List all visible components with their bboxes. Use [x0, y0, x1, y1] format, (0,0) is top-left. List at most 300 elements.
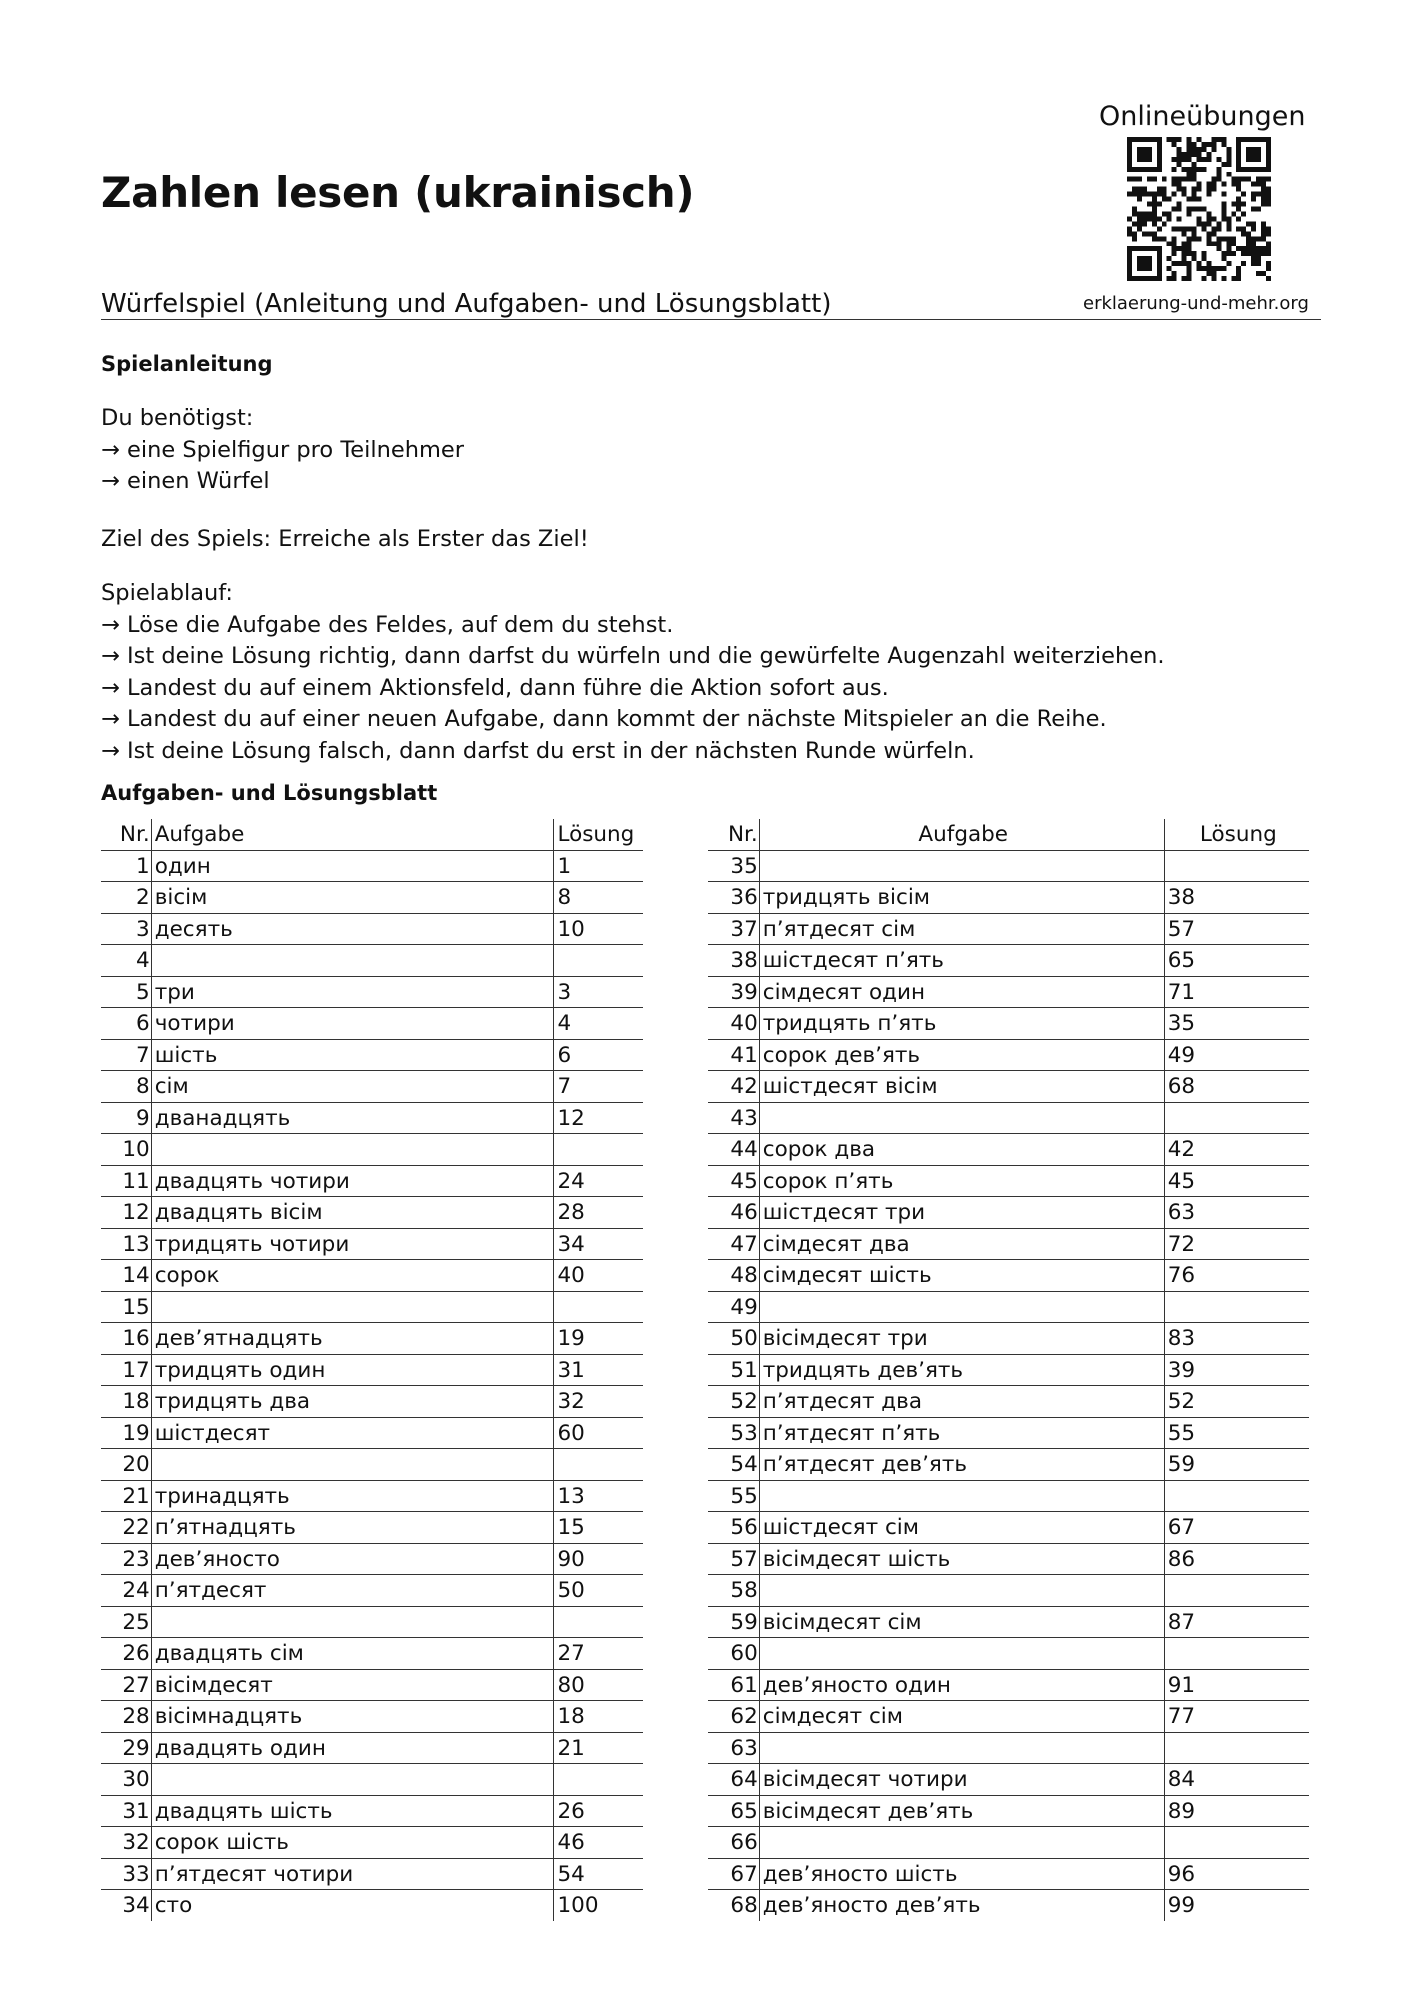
- table-row: [708, 1733, 1309, 1765]
- table-row: [101, 851, 643, 883]
- row-number: 30: [101, 1764, 152, 1795]
- row-solution: 86: [1167, 1546, 1196, 1572]
- row-solution: [554, 1134, 643, 1165]
- table-row: [101, 1355, 643, 1387]
- table-row: [708, 1418, 1309, 1450]
- row-task: двадцять шість: [152, 1796, 555, 1827]
- table-row: [101, 1512, 643, 1544]
- row-number: 47: [708, 1229, 760, 1260]
- row-solution: 80: [557, 1672, 585, 1698]
- row-solution: 90: [557, 1546, 585, 1572]
- row-solution: 46: [557, 1830, 585, 1855]
- table-row: [708, 1670, 1309, 1702]
- requirements-block: [101, 403, 464, 498]
- table-row: [101, 1166, 643, 1198]
- table-row: [101, 1544, 643, 1576]
- game-flow-block: [101, 578, 1165, 767]
- row-solution: 35: [1167, 1011, 1196, 1036]
- row-number: 22: [101, 1512, 152, 1543]
- table-row: [101, 1701, 643, 1733]
- row-solution: 18: [557, 1704, 585, 1729]
- table-row: [101, 1292, 643, 1324]
- row-task: тридцять два: [152, 1386, 555, 1417]
- tasks-table-right: [708, 819, 1309, 1921]
- table-row: [101, 1134, 643, 1166]
- row-number: 53: [708, 1418, 760, 1449]
- row-solution: 77: [1167, 1704, 1196, 1729]
- row-solution: 12: [557, 1105, 585, 1131]
- table-row: [708, 977, 1309, 1009]
- row-solution: 50: [557, 1578, 585, 1603]
- requirements-line: → eine Spielfigur pro Teilnehmer: [101, 436, 464, 463]
- table-row: [708, 1764, 1309, 1796]
- row-task: вісімдесят шість: [760, 1544, 1165, 1575]
- website-link[interactable]: erklaerung-und-mehr.org: [1083, 293, 1309, 314]
- table-row: [101, 1323, 643, 1355]
- row-number: 45: [708, 1166, 760, 1197]
- row-solution: 27: [557, 1641, 585, 1666]
- goal-text: Ziel des Spiels: Erreiche als Erster das Ziel!: [101, 526, 589, 552]
- row-solution: [1165, 1103, 1309, 1134]
- table-row: [708, 1071, 1309, 1103]
- row-task: [760, 1638, 1165, 1669]
- row-number: 7: [101, 1040, 152, 1071]
- table-row: [101, 1575, 643, 1607]
- row-solution: [554, 1449, 643, 1480]
- row-number: 68: [708, 1890, 760, 1921]
- row-solution: [1165, 1575, 1309, 1606]
- table-row: [101, 1008, 643, 1040]
- table-row: [708, 1134, 1309, 1166]
- header-divider: [101, 319, 1321, 320]
- row-task: шість: [152, 1040, 555, 1071]
- row-task: [152, 1292, 555, 1323]
- row-solution: [1165, 851, 1309, 882]
- row-task: шістдесят сім: [760, 1512, 1165, 1543]
- row-solution: 63: [1167, 1200, 1196, 1225]
- row-number: 12: [101, 1197, 152, 1228]
- row-task: сорок два: [760, 1134, 1165, 1165]
- flow-line: Spielablauf:: [101, 580, 233, 606]
- table-row: [101, 1386, 643, 1418]
- row-number: 58: [708, 1575, 760, 1606]
- page-title: Zahlen lesen (ukrainisch): [101, 168, 695, 217]
- row-solution: [554, 1292, 643, 1323]
- row-number: 40: [708, 1008, 760, 1039]
- qr-code-icon[interactable]: [1127, 137, 1271, 281]
- row-task: тридцять п’ять: [760, 1008, 1165, 1039]
- row-solution: 100: [557, 1893, 599, 1918]
- row-number: 43: [708, 1103, 760, 1134]
- flow-line: → Löse die Aufgabe des Feldes, auf dem du stehst.: [101, 611, 674, 638]
- table-row: [708, 1449, 1309, 1481]
- table-row: [101, 1481, 643, 1513]
- row-task: сорок: [152, 1260, 555, 1291]
- row-task: дев’яносто шість: [760, 1859, 1165, 1890]
- table-row: [101, 945, 643, 977]
- table-row: [101, 1449, 643, 1481]
- row-number: 36: [708, 882, 760, 913]
- requirements-line: Du benötigst:: [101, 405, 254, 431]
- row-number: 49: [708, 1292, 760, 1323]
- row-solution: 39: [1167, 1357, 1196, 1383]
- row-solution: 32: [557, 1389, 585, 1414]
- row-task: дев’ятнадцять: [152, 1323, 555, 1354]
- row-solution: [1165, 1292, 1309, 1323]
- row-number: 15: [101, 1292, 152, 1323]
- row-number: 33: [101, 1859, 152, 1890]
- row-number: 63: [708, 1733, 760, 1764]
- row-solution: 91: [1167, 1672, 1196, 1698]
- row-solution: [1165, 1827, 1309, 1858]
- row-number: 10: [101, 1134, 152, 1165]
- row-number: 35: [708, 851, 760, 882]
- sheet-heading: Aufgaben- und Lösungsblatt: [101, 781, 438, 805]
- table-row: [708, 1197, 1309, 1229]
- flow-line: → Ist deine Lösung falsch, dann darfst du erst in der nächsten Runde würfeln.: [101, 737, 975, 764]
- row-solution: 60: [557, 1420, 585, 1446]
- row-number: 57: [708, 1544, 760, 1575]
- row-task: шістдесят п’ять: [760, 945, 1165, 976]
- row-number: 44: [708, 1134, 760, 1165]
- row-number: 21: [101, 1481, 152, 1512]
- row-task: [760, 1733, 1165, 1764]
- row-task: шістдесят вісім: [760, 1071, 1165, 1102]
- row-number: 62: [708, 1701, 760, 1732]
- row-task: тридцять вісім: [760, 882, 1165, 913]
- row-task: сорок дев’ять: [760, 1040, 1165, 1071]
- row-task: тридцять один: [152, 1355, 555, 1386]
- table-row: [708, 1323, 1309, 1355]
- row-number: 46: [708, 1197, 760, 1228]
- row-solution: 6: [557, 1042, 572, 1068]
- row-task: сорок шість: [152, 1827, 555, 1858]
- flow-line: → Landest du auf einem Aktionsfeld, dann führe die Aktion sofort aus.: [101, 674, 889, 701]
- header-task: Aufgabe: [152, 819, 555, 850]
- row-task: чотири: [152, 1008, 555, 1039]
- row-solution: [1165, 1733, 1309, 1764]
- row-number: 28: [101, 1701, 152, 1732]
- row-task: сімдесят сім: [760, 1701, 1165, 1732]
- row-number: 41: [708, 1040, 760, 1071]
- row-task: три: [152, 977, 555, 1008]
- row-task: дванадцять: [152, 1103, 555, 1134]
- row-solution: 67: [1167, 1515, 1196, 1540]
- table-row: [708, 1544, 1309, 1576]
- table-row: [101, 1607, 643, 1639]
- row-task: [152, 1607, 555, 1638]
- row-solution: 21: [557, 1735, 585, 1761]
- table-row: [708, 1890, 1309, 1921]
- row-solution: 28: [557, 1200, 585, 1225]
- row-solution: 57: [1167, 916, 1196, 942]
- row-solution: [554, 1764, 643, 1795]
- table-header: [708, 819, 1309, 851]
- table-row: [101, 1733, 643, 1765]
- table-row: [101, 1859, 643, 1891]
- row-number: 3: [101, 914, 152, 945]
- row-number: 4: [101, 945, 152, 976]
- table-row: [101, 1040, 643, 1072]
- row-number: 56: [708, 1512, 760, 1543]
- row-task: дев’яносто: [152, 1544, 555, 1575]
- row-number: 14: [101, 1260, 152, 1291]
- row-number: 48: [708, 1260, 760, 1291]
- row-solution: 1: [557, 853, 572, 879]
- row-solution: 59: [1167, 1452, 1196, 1477]
- row-task: [152, 945, 555, 976]
- row-number: 11: [101, 1166, 152, 1197]
- table-row: [708, 882, 1309, 914]
- row-number: 29: [101, 1733, 152, 1764]
- table-row: [101, 1764, 643, 1796]
- table-row: [708, 1481, 1309, 1513]
- row-task: вісімдесят сім: [760, 1607, 1165, 1638]
- row-task: [760, 1575, 1165, 1606]
- table-row: [708, 945, 1309, 977]
- header-task: Aufgabe: [760, 819, 1165, 850]
- row-task: п’ятдесят два: [760, 1386, 1165, 1417]
- table-row: [101, 1670, 643, 1702]
- row-solution: 38: [1167, 885, 1196, 910]
- row-number: 16: [101, 1323, 152, 1354]
- row-task: п’ятдесят сім: [760, 914, 1165, 945]
- row-solution: 55: [1167, 1420, 1196, 1446]
- table-row: [708, 1229, 1309, 1261]
- table-row: [708, 914, 1309, 946]
- table-row: [101, 1103, 643, 1135]
- row-solution: 19: [557, 1326, 585, 1351]
- row-solution: [554, 1607, 643, 1638]
- table-row: [101, 914, 643, 946]
- row-number: 17: [101, 1355, 152, 1386]
- table-row: [101, 1890, 643, 1921]
- row-solution: 13: [557, 1483, 585, 1509]
- row-number: 25: [101, 1607, 152, 1638]
- table-row: [708, 1166, 1309, 1198]
- row-solution: [1165, 1481, 1309, 1512]
- row-task: [152, 1764, 555, 1795]
- row-solution: 52: [1167, 1389, 1196, 1414]
- row-number: 37: [708, 914, 760, 945]
- row-number: 32: [101, 1827, 152, 1858]
- table-row: [101, 1796, 643, 1828]
- row-number: 51: [708, 1355, 760, 1386]
- table-row: [708, 1103, 1309, 1135]
- row-number: 8: [101, 1071, 152, 1102]
- row-number: 64: [708, 1764, 760, 1795]
- row-task: вісім: [152, 882, 555, 913]
- table-row: [101, 1638, 643, 1670]
- row-solution: 68: [1167, 1074, 1196, 1099]
- row-solution: 8: [557, 885, 572, 910]
- row-number: 65: [708, 1796, 760, 1827]
- table-row: [101, 977, 643, 1009]
- row-task: тридцять чотири: [152, 1229, 555, 1260]
- row-number: 18: [101, 1386, 152, 1417]
- row-solution: 84: [1167, 1767, 1196, 1792]
- row-task: [152, 1134, 555, 1165]
- row-solution: 31: [557, 1357, 585, 1383]
- row-number: 24: [101, 1575, 152, 1606]
- row-solution: 99: [1167, 1893, 1196, 1918]
- row-task: один: [152, 851, 555, 882]
- row-task: п’ятдесят: [152, 1575, 555, 1606]
- row-solution: [554, 945, 643, 976]
- header-nr: Nr.: [708, 819, 760, 850]
- row-task: двадцять чотири: [152, 1166, 555, 1197]
- table-row: [708, 1701, 1309, 1733]
- requirements-line: → einen Würfel: [101, 468, 270, 494]
- table-row: [708, 1575, 1309, 1607]
- table-row: [708, 1040, 1309, 1072]
- row-number: 23: [101, 1544, 152, 1575]
- row-solution: 71: [1167, 979, 1196, 1005]
- row-solution: 89: [1167, 1798, 1196, 1824]
- table-row: [708, 1355, 1309, 1387]
- row-number: 55: [708, 1481, 760, 1512]
- row-solution: 45: [1167, 1168, 1196, 1194]
- row-task: шістдесят: [152, 1418, 555, 1449]
- flow-line: → Landest du auf einer neuen Aufgabe, dann kommt der nächste Mitspieler an die Reihe.: [101, 706, 1107, 732]
- row-task: п’ятдесят п’ять: [760, 1418, 1165, 1449]
- flow-line: → Ist deine Lösung richtig, dann darfst du würfeln und die gewürfelte Augenzahl weiterziehen.: [101, 643, 1165, 669]
- row-number: 59: [708, 1607, 760, 1638]
- table-row: [708, 1607, 1309, 1639]
- row-solution: 65: [1167, 948, 1196, 973]
- row-task: [760, 851, 1165, 882]
- table-row: [101, 882, 643, 914]
- row-solution: 10: [557, 916, 585, 942]
- table-row: [708, 1386, 1309, 1418]
- row-number: 19: [101, 1418, 152, 1449]
- row-solution: 54: [557, 1861, 585, 1887]
- row-solution: 4: [557, 1011, 572, 1036]
- row-task: п’ятнадцять: [152, 1512, 555, 1543]
- row-number: 39: [708, 977, 760, 1008]
- row-solution: 34: [557, 1231, 585, 1257]
- row-task: дев’яносто один: [760, 1670, 1165, 1701]
- row-solution: [1165, 1638, 1309, 1669]
- row-solution: 24: [557, 1168, 585, 1194]
- row-task: вісімдесят чотири: [760, 1764, 1165, 1795]
- row-number: 13: [101, 1229, 152, 1260]
- row-solution: 72: [1167, 1231, 1196, 1257]
- row-task: двадцять один: [152, 1733, 555, 1764]
- row-task: [760, 1292, 1165, 1323]
- row-solution: 3: [557, 979, 572, 1005]
- row-solution: 87: [1167, 1609, 1196, 1635]
- table-row: [101, 1827, 643, 1859]
- row-task: п’ятдесят дев’ять: [760, 1449, 1165, 1480]
- row-number: 9: [101, 1103, 152, 1134]
- row-solution: 83: [1167, 1326, 1196, 1351]
- table-row: [708, 1512, 1309, 1544]
- row-number: 50: [708, 1323, 760, 1354]
- header-solution: Lösung: [557, 822, 635, 847]
- row-solution: 26: [557, 1798, 585, 1824]
- row-number: 20: [101, 1449, 152, 1480]
- table-row: [708, 1796, 1309, 1828]
- page-subtitle: Würfelspiel (Anleitung und Aufgaben- und Lösungsblatt): [101, 289, 832, 319]
- table-row: [708, 1827, 1309, 1859]
- row-task: сім: [152, 1071, 555, 1102]
- table-header: [101, 819, 643, 851]
- row-solution: 76: [1167, 1263, 1196, 1288]
- row-task: [760, 1481, 1165, 1512]
- row-task: сто: [152, 1890, 555, 1921]
- row-number: 38: [708, 945, 760, 976]
- row-number: 2: [101, 882, 152, 913]
- row-task: десять: [152, 914, 555, 945]
- row-number: 5: [101, 977, 152, 1008]
- table-row: [101, 1071, 643, 1103]
- table-row: [708, 1260, 1309, 1292]
- row-task: [152, 1449, 555, 1480]
- row-number: 27: [101, 1670, 152, 1701]
- table-row: [101, 1197, 643, 1229]
- row-number: 34: [101, 1890, 152, 1921]
- table-row: [708, 1638, 1309, 1670]
- tasks-table-left: [101, 819, 643, 1921]
- row-solution: 49: [1167, 1042, 1196, 1068]
- row-task: вісімдесят три: [760, 1323, 1165, 1354]
- table-row: [101, 1418, 643, 1450]
- goal-block: [101, 524, 589, 556]
- row-solution: 96: [1167, 1861, 1196, 1887]
- table-row: [708, 1008, 1309, 1040]
- row-task: двадцять вісім: [152, 1197, 555, 1228]
- row-task: тридцять дев’ять: [760, 1355, 1165, 1386]
- row-number: 52: [708, 1386, 760, 1417]
- row-task: п’ятдесят чотири: [152, 1859, 555, 1890]
- row-task: вісімнадцять: [152, 1701, 555, 1732]
- header-solution: Lösung: [1199, 822, 1277, 847]
- row-task: [760, 1827, 1165, 1858]
- row-number: 67: [708, 1859, 760, 1890]
- row-solution: 40: [557, 1263, 585, 1288]
- row-number: 6: [101, 1008, 152, 1039]
- row-solution: 42: [1167, 1137, 1196, 1162]
- row-task: сімдесят один: [760, 977, 1165, 1008]
- table-row: [101, 1260, 643, 1292]
- row-task: вісімдесят: [152, 1670, 555, 1701]
- table-row: [708, 851, 1309, 883]
- row-task: сорок п’ять: [760, 1166, 1165, 1197]
- row-number: 66: [708, 1827, 760, 1858]
- table-row: [708, 1292, 1309, 1324]
- row-number: 54: [708, 1449, 760, 1480]
- row-task: тринадцять: [152, 1481, 555, 1512]
- row-number: 1: [101, 851, 152, 882]
- row-number: 42: [708, 1071, 760, 1102]
- row-task: вісімдесят дев’ять: [760, 1796, 1165, 1827]
- table-row: [101, 1229, 643, 1261]
- row-number: 61: [708, 1670, 760, 1701]
- header-nr: Nr.: [101, 819, 152, 850]
- row-number: 31: [101, 1796, 152, 1827]
- row-number: 60: [708, 1638, 760, 1669]
- row-task: двадцять сім: [152, 1638, 555, 1669]
- row-solution: 15: [557, 1515, 585, 1540]
- row-number: 26: [101, 1638, 152, 1669]
- row-task: сімдесят шість: [760, 1260, 1165, 1291]
- row-task: [760, 1103, 1165, 1134]
- online-exercises-label: Onlineübungen: [1099, 101, 1306, 132]
- table-row: [708, 1859, 1309, 1891]
- row-solution: 7: [557, 1074, 572, 1099]
- instructions-heading: Spielanleitung: [101, 352, 273, 376]
